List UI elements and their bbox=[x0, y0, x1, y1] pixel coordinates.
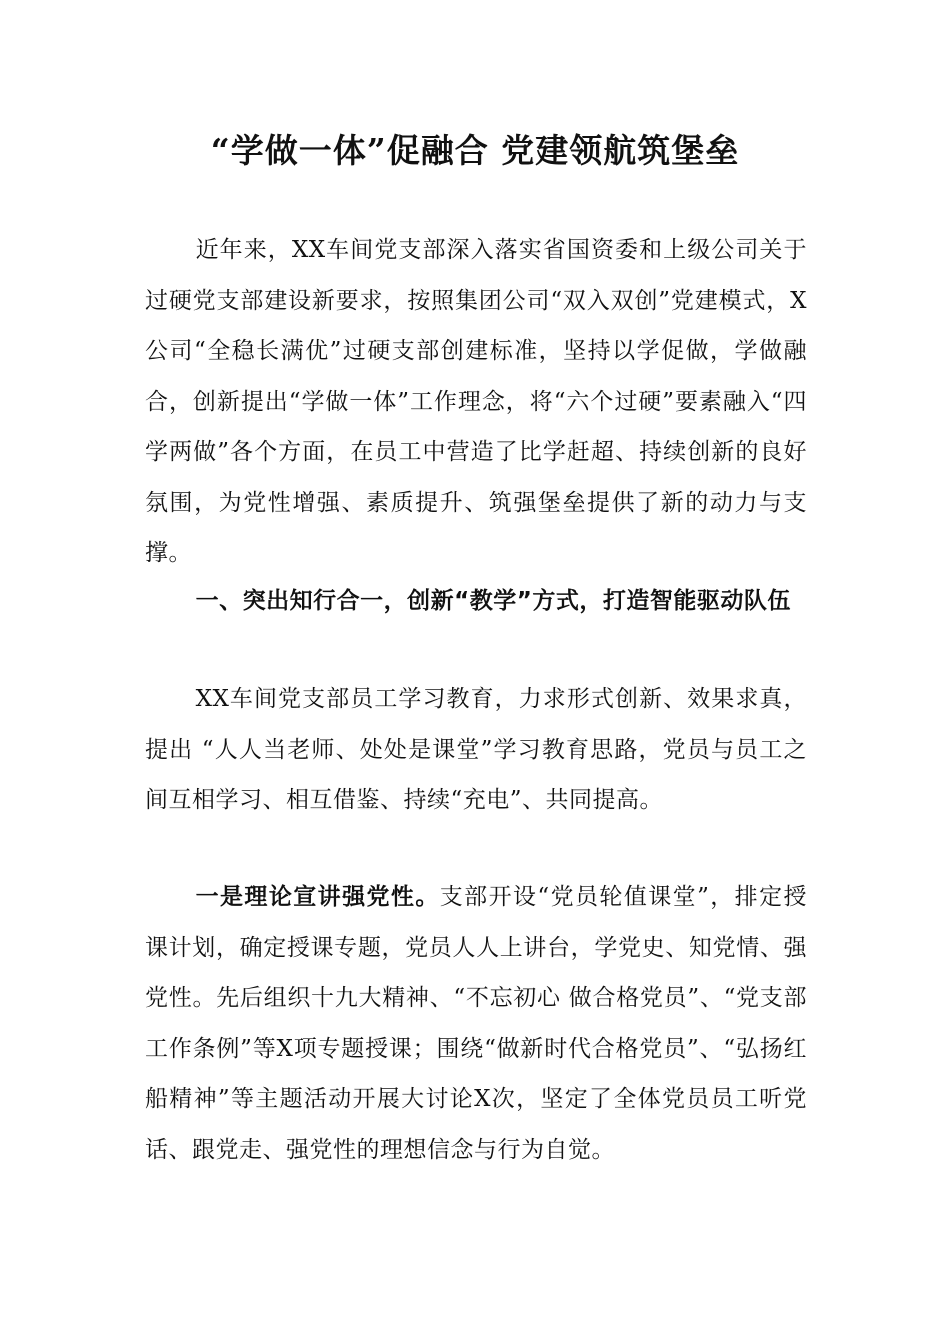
document-title: “学做一体”促融合 党建领航筑堡垒 bbox=[210, 131, 740, 170]
intro-paragraph: 近年来，XX车间党支部深入落实省国资委和上级公司关于过硬党支部建设新要求，按照集团公司“双入双创”党建模式，X公司“全稳长满优”过硬支部创建标准，坚持以学促做，学做融合，创新提出“学做一体”工作理念，将“六个过硬”要素融入“四学两做”各个方面，在员工中营造了比学赶超、持续创新的良好氛围，为党性增强、素质提升、筑强堡垒提供了新的动力与支撑。 bbox=[145, 237, 807, 566]
point-1-paragraph bbox=[145, 872, 807, 1175]
point-1-lead: 一是理论宣讲强党性。 bbox=[195, 883, 440, 910]
point-1-body: 支部开设“党员轮值课堂”，排定授课计划，确定授课专题，党员人人上讲台，学党史、知党情、强党性。先后组织十九大精神、“不忘初心 做合格党员”、“党支部工作条例”等X项专题授课；围绕“做新时代合格党员”、“弘扬红船精神”等主题活动开展大讨论X次，坚定了全体党员员工听党话、跟党走、强党性的理想信念与行为自觉。 bbox=[145, 884, 807, 1163]
section-heading-1: 一、突出知行合一，创新“教学”方式，打造智能驱动队伍 bbox=[195, 588, 791, 614]
section-1-paragraph: XX车间党支部员工学习教育，力求形式创新、效果求真，提出 “人人当老师、处处是课堂”学习教育思路，党员与员工之间互相学习、相互借鉴、持续“充电”、共同提高。 bbox=[145, 686, 807, 813]
